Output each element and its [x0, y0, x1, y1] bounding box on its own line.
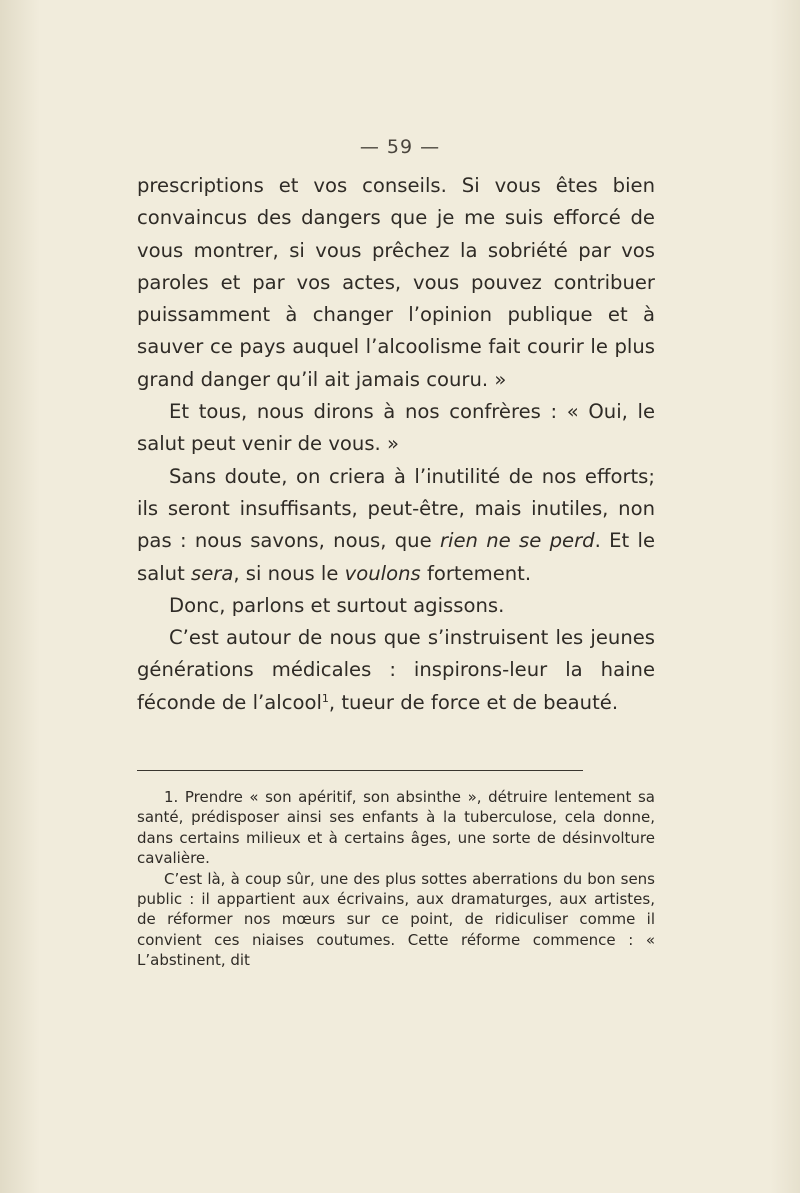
paragraph-3-italic-3: voulons — [344, 561, 421, 585]
paragraph-3-italic-2: sera — [191, 561, 234, 585]
footnote-reference: 1 — [321, 691, 329, 705]
footnote-divider — [137, 770, 583, 771]
paragraph-5-text-1: C’est autour de nous que s’instruisent les jeunes générations médicales : inspirons-leur la haine féconde de l’alcool — [137, 626, 655, 714]
footnotes — [137, 787, 655, 971]
paragraph-3-text-4: fortement. — [420, 561, 532, 585]
paragraph-5 — [137, 622, 655, 719]
paragraph-3-italic-1: rien ne se perd — [439, 529, 595, 553]
paragraph-5-text-2: , tueur de force et de beauté. — [328, 690, 619, 714]
paragraph-4: Donc, parlons et surtout agissons. — [169, 593, 505, 617]
paragraph-3-text-3: , si nous le — [233, 561, 345, 585]
footnote-1: 1. Prendre « son apéritif, son absinthe », détruire lentement sa santé, prédisposer ainsi ses enfants à la tuberculose, cela donne, dans certains milieux et à certains âges, une sorte de désinvolture cavalière. — [137, 788, 655, 868]
paragraph-3-text-1: Sans doute, on criera à l’inutilité de nos efforts; ils seront insuffisants, peut-être, mais inutiles, non pas : nous savons, nous, que — [137, 464, 655, 553]
body-text — [137, 170, 655, 719]
paragraph-2: Et tous, nous dirons à nos confrères : « Oui, le salut peut venir de vous. » — [137, 400, 655, 456]
page-number: — 59 — — [359, 136, 441, 158]
paragraph-1: prescriptions et vos conseils. Si vous êtes bien convaincus des dangers que je me suis efforcé de vous montrer, si vous prêchez la sobriété par vos paroles et par vos actes, vous pouvez contribuer puissamment à changer l’opinion publique et à sauver ce pays auquel l’alcoolisme fait courir le plus grand danger qu’il ait jamais couru. » — [137, 174, 655, 391]
footnote-1-continued: C’est là, à coup sûr, une des plus sottes aberrations du bon sens public : il appartient aux écrivains, aux dramaturges, aux artistes, de réformer nos mœurs sur ce point, de ridiculiser comme il convient ces niaises coutumes. Cette réforme commence : « L’abstinent, dit — [137, 869, 655, 970]
paragraph-3-text-2: . Et le salut — [137, 529, 655, 585]
paragraph-3 — [137, 461, 655, 590]
